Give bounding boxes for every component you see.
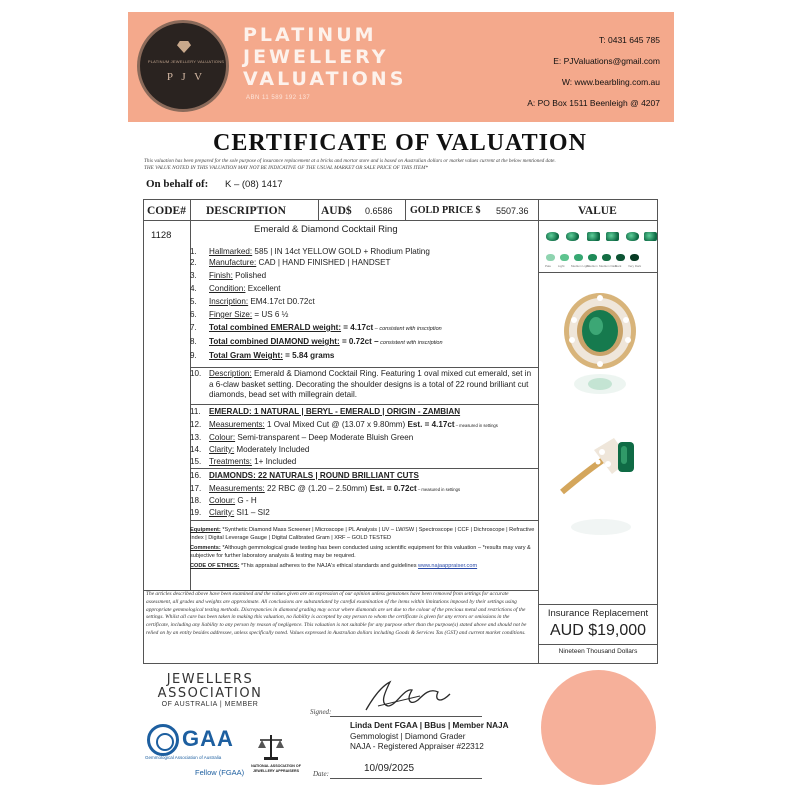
row-label: Finish: <box>209 271 233 280</box>
row-text: 22 RBC @ (1.20 – 2.50mm) <box>264 484 370 493</box>
row-number: 4. <box>190 284 197 293</box>
detail-row-15 <box>190 457 296 467</box>
comments-note <box>190 545 536 560</box>
logo-text: PLATINUM JEWELLERY VALUATIONS <box>147 59 225 64</box>
phone-number[interactable]: T: 0431 645 785 <box>599 35 660 45</box>
comments-label: Comments: <box>190 545 221 551</box>
equipment-label: Equipment: <box>190 527 221 533</box>
description-header: DESCRIPTION <box>206 205 286 217</box>
ring-side-reflection-image <box>566 514 636 540</box>
ja-line-1: JEWELLERS <box>166 672 254 687</box>
row-label: Colour: <box>209 433 236 442</box>
detail-row-17 <box>190 484 460 495</box>
postal-address: A: PO Box 1511 Beenleigh @ 4207 <box>527 98 660 108</box>
row-number: 6. <box>190 310 197 319</box>
code-header: CODE# <box>147 205 186 217</box>
row-number: 9. <box>190 351 197 360</box>
row-note: – measured in settings <box>416 487 461 492</box>
website-link[interactable]: W: www.bearbling.com.au <box>561 77 660 87</box>
row-text: Moderately Included <box>234 445 310 454</box>
row-estimate: Est. = 4.17ct <box>407 420 455 429</box>
row-text: Semi-transparent – Deep Moderate Bluish Green <box>235 433 414 442</box>
detail-row-7 <box>190 323 442 334</box>
row-number: 8. <box>190 337 197 346</box>
jewellers-association-logo <box>150 673 270 701</box>
behalf-value: K – (08) 1417 <box>225 179 283 190</box>
row-number: 13. <box>190 433 202 442</box>
signer-title: Gemmologist | Diamond Grader <box>350 731 466 741</box>
detail-row-12 <box>190 420 498 431</box>
intro-line-1: This valuation has been prepared for the sole purpose of insurance replacement at a bricks and mortar store and is based on Australian dollars or market values current at the below mentioned date. <box>144 158 556 164</box>
gaa-logo: GAA <box>182 726 234 751</box>
fellow-label: Fellow (FGAA) <box>195 768 245 777</box>
row-label: Total Gram Weight: <box>209 351 283 360</box>
signed-label: Signed: <box>310 708 332 716</box>
detail-row-1 <box>190 247 430 257</box>
equipment-text: *Synthetic Diamond Mass Screener | Microscope | PL Analysis | UV – LW/SW | Spectroscope | CCF | Dichroscope | Refractive Index | Digital Leverage Gauge | Digital Calibrated Gram | XRF – GOLD TESTED <box>190 527 535 541</box>
chart-label: Dark <box>615 264 622 268</box>
intro-statement <box>144 158 664 172</box>
emerald-swatch <box>606 232 619 241</box>
chart-label: Medium <box>587 264 598 268</box>
row-number: 16. <box>190 471 202 480</box>
ethics-label: CODE OF ETHICS: <box>190 563 240 569</box>
detail-row-16 <box>190 471 419 481</box>
emerald-swatch <box>566 232 579 241</box>
row-number: 14. <box>190 445 202 454</box>
emerald-swatch <box>626 232 639 241</box>
row-text: = 5.84 grams <box>282 351 335 360</box>
detail-row-19 <box>190 508 270 518</box>
ja-line-2: ASSOCIATION <box>157 686 263 701</box>
row-text: 585 | IN 14ct YELLOW GOLD + Rhodium Plating <box>252 247 430 256</box>
row-number: 7. <box>190 323 197 332</box>
row-label: Clarity: <box>209 445 235 454</box>
detail-row-9 <box>190 351 334 361</box>
row-number: 10. <box>190 369 202 378</box>
row-label: Colour: <box>209 496 236 505</box>
aud-divider <box>318 199 319 220</box>
scales-icon <box>256 732 286 762</box>
detail-row-4 <box>190 284 281 294</box>
item-title: Emerald & Diamond Cocktail Ring <box>254 224 398 235</box>
ethics-text: *This appraisal adheres to the NAJA's ethical standards and guidelines <box>239 563 419 569</box>
item-code: 1128 <box>151 230 172 241</box>
row-number: 18. <box>190 496 202 505</box>
detail-row-3 <box>190 271 266 281</box>
row-text: CAD | HAND FINISHED | HANDSET <box>256 258 391 267</box>
chart-label: Very Dark <box>628 264 642 268</box>
emerald-swatch <box>588 254 597 261</box>
detail-row-18 <box>190 496 257 506</box>
chart-label: Pale <box>545 264 552 268</box>
row-text: SI1 – SI2 <box>234 508 270 517</box>
brand-line-3: VALUATIONS <box>243 68 407 90</box>
pjv-logo <box>137 20 229 112</box>
row-text: = US 6 ½ <box>252 310 289 319</box>
signer-details <box>350 721 509 753</box>
detail-row-8 <box>190 337 443 348</box>
ring-side-image <box>560 430 640 500</box>
row-label: Manufacture: <box>209 258 257 267</box>
row-label: Description: <box>209 369 252 378</box>
row-text: = 0.72ct – <box>339 337 379 346</box>
ring-reflection-image <box>570 372 630 402</box>
detail-row-5 <box>190 297 315 307</box>
detail-row-2 <box>190 258 390 268</box>
section-divider-4 <box>190 520 538 521</box>
date-label: Date: <box>313 770 329 778</box>
row-number: 2. <box>190 258 197 267</box>
emerald-swatch <box>644 232 657 241</box>
row-label: Inscription: <box>209 297 249 306</box>
row-estimate: Est. = 0.72ct <box>369 484 417 493</box>
disclaimer-text: The articles described above have been examined and the values given are an expression of our opinion unless gemstones have been removed from settings for accurate assessment, all grades and weights are approximate. All conclusions are substantiated by careful examination of the items within limitations imposed by their settings using appropriate gemmological testing methods. Discrepancies in diamond grading may occur where diamonds are set due to the colour of the precious metal and restrictions of the settings. Whilst all care has been taken in making this valuation, no liability is accepted by any person to whom the certificate is given for any errors or omissions in the certificate, including any liability to any person by reason of negligence. This valuation is not suitable for any purpose other than the purpose(s) stated above and should not be relied on by an entity besides addressee, unless specifically noted. Values expressed in Australian dollars including Goods & Services Tax (GST) and current market conditions. <box>146 591 527 636</box>
contact-details <box>500 30 660 114</box>
row-label: Hallmarked: <box>209 247 253 256</box>
row-label: Finger Size: <box>209 310 253 319</box>
behalf-label: On behalf of: <box>146 178 209 190</box>
brand-name <box>243 24 443 90</box>
row-text: EMERALD: 1 NATURAL | BERYL - EMERALD | ORIGIN - ZAMBIAN <box>209 407 461 416</box>
row-text: 1 Oval Mixed Cut @ (13.07 x 9.80mm) <box>264 420 408 429</box>
row-number: 5. <box>190 297 197 306</box>
gaa-subtitle: Gemmological Association of Australia <box>145 755 222 760</box>
row-number: 12. <box>190 420 202 429</box>
ethics-link[interactable]: www.najaappraiser.com <box>418 563 478 569</box>
row-number: 17. <box>190 484 202 493</box>
row-text: DIAMONDS: 22 NATURALS | ROUND BRILLIANT CUTS <box>209 471 419 480</box>
gem-chart-divider <box>538 272 658 273</box>
header-divider <box>143 220 658 221</box>
emerald-swatch <box>546 232 559 241</box>
row-text: Excellent <box>245 284 281 293</box>
brand-line-1: PLATINUM <box>243 24 377 46</box>
value-column-divider <box>538 199 539 664</box>
row-text: Polished <box>232 271 267 280</box>
ring-top-image <box>560 290 640 372</box>
insurance-label: Insurance Replacement <box>547 608 649 619</box>
row-text: Emerald & Diamond Cocktail Ring. Featuring 1 oval mixed cut emerald, set in a 6-claw basket setting. Decorating the shoulder designs is a total of 22 round brilliant cut diamonds, bead set with millegrain detail. <box>209 369 532 400</box>
detail-row-10 <box>190 369 535 401</box>
row-number: 15. <box>190 457 202 466</box>
row-label: Treatments: <box>209 457 252 466</box>
gold-price-value: 5507.36 <box>496 206 529 216</box>
chart-label: Medium Light <box>571 264 590 268</box>
chart-label: Medium Dark <box>599 264 617 268</box>
insurance-top-divider <box>538 604 658 605</box>
emerald-swatch <box>574 254 583 261</box>
emerald-swatch <box>602 254 611 261</box>
aud-header: AUD$ <box>321 205 352 217</box>
row-note: consistent with inscription <box>378 340 443 346</box>
row-number: 3. <box>190 271 197 280</box>
equipment-note <box>190 527 536 542</box>
signature-line <box>330 716 482 717</box>
ja-subtitle: OF AUSTRALIA | MEMBER <box>161 701 259 708</box>
naja-subtitle: NATIONAL ASSOCIATION OF JEWELLERY APPRAISERS <box>251 764 301 773</box>
date-line <box>330 778 482 779</box>
row-number: 11. <box>190 407 201 416</box>
detail-row-11 <box>190 407 460 417</box>
intro-line-2: THE VALUE NOTED IN THIS VALUATION MAY NOT BE INDICATIVE OF THE USUAL MARKET OR SALE PRICE OF THIS ITEM* <box>144 165 429 171</box>
row-label: Measurements: <box>209 420 265 429</box>
emerald-swatch <box>616 254 625 261</box>
row-number: 1. <box>190 247 197 256</box>
row-label: Total combined DIAMOND weight: <box>209 337 340 346</box>
section-divider-2 <box>190 404 538 405</box>
row-label: Condition: <box>209 284 246 293</box>
row-label: Clarity: <box>209 508 235 517</box>
insurance-value-words: Nineteen Thousand Dollars <box>558 648 638 655</box>
emerald-swatch <box>630 254 639 261</box>
row-text: EM4.17ct D0.72ct <box>248 297 315 306</box>
detail-row-6 <box>190 310 288 320</box>
row-label: Total combined EMERALD weight: <box>209 323 342 332</box>
ethics-note <box>190 563 536 571</box>
section-divider-1 <box>190 367 538 368</box>
row-note: – measured in settings <box>454 423 498 428</box>
detail-row-13 <box>190 433 413 443</box>
row-text: = 4.17ct <box>341 323 374 332</box>
email-address[interactable]: E: PJValuations@gmail.com <box>553 56 660 66</box>
aud-value: 0.6586 <box>365 206 393 216</box>
abn-number: ABN 11 589 192 137 <box>246 95 311 101</box>
signer-registration: NAJA - Registered Appraiser #22312 <box>350 742 484 751</box>
insurance-value: AUD $19,000 <box>549 622 647 639</box>
emerald-swatch <box>560 254 569 261</box>
signer-name: Linda Dent FGAA | BBus | Member NAJA <box>350 721 509 730</box>
detail-row-14 <box>190 445 309 455</box>
row-text: G - H <box>235 496 257 505</box>
row-text: 1+ Included <box>251 457 297 466</box>
gaa-emblem-icon <box>147 724 179 756</box>
company-seal <box>541 670 656 785</box>
insurance-bottom-divider <box>538 644 658 645</box>
page-title: CERTIFICATE OF VALUATION <box>213 130 587 156</box>
section-divider-3 <box>190 468 538 469</box>
date-value: 10/09/2025 <box>364 763 415 774</box>
signature-image <box>360 676 460 716</box>
row-label: Measurements: <box>209 484 265 493</box>
value-header: VALUE <box>578 205 617 217</box>
emerald-swatch <box>587 232 600 241</box>
comments-text: *Although gemmological grade testing has been conducted using scientific equipment for this valuation – *results may vary & subjective for further laboratory analysis & testing may be required. <box>190 545 531 559</box>
logo-initials: P J V <box>166 71 206 83</box>
gold-price-header: GOLD PRICE $ <box>410 205 481 216</box>
diamond-icon <box>177 41 191 53</box>
chart-label: Light <box>558 264 565 268</box>
emerald-swatch <box>546 254 555 261</box>
gold-divider <box>405 199 406 220</box>
row-number: 19. <box>190 508 202 517</box>
brand-line-2: JEWELLERY <box>243 46 389 68</box>
row-note: – consistent with inscription <box>373 326 442 332</box>
